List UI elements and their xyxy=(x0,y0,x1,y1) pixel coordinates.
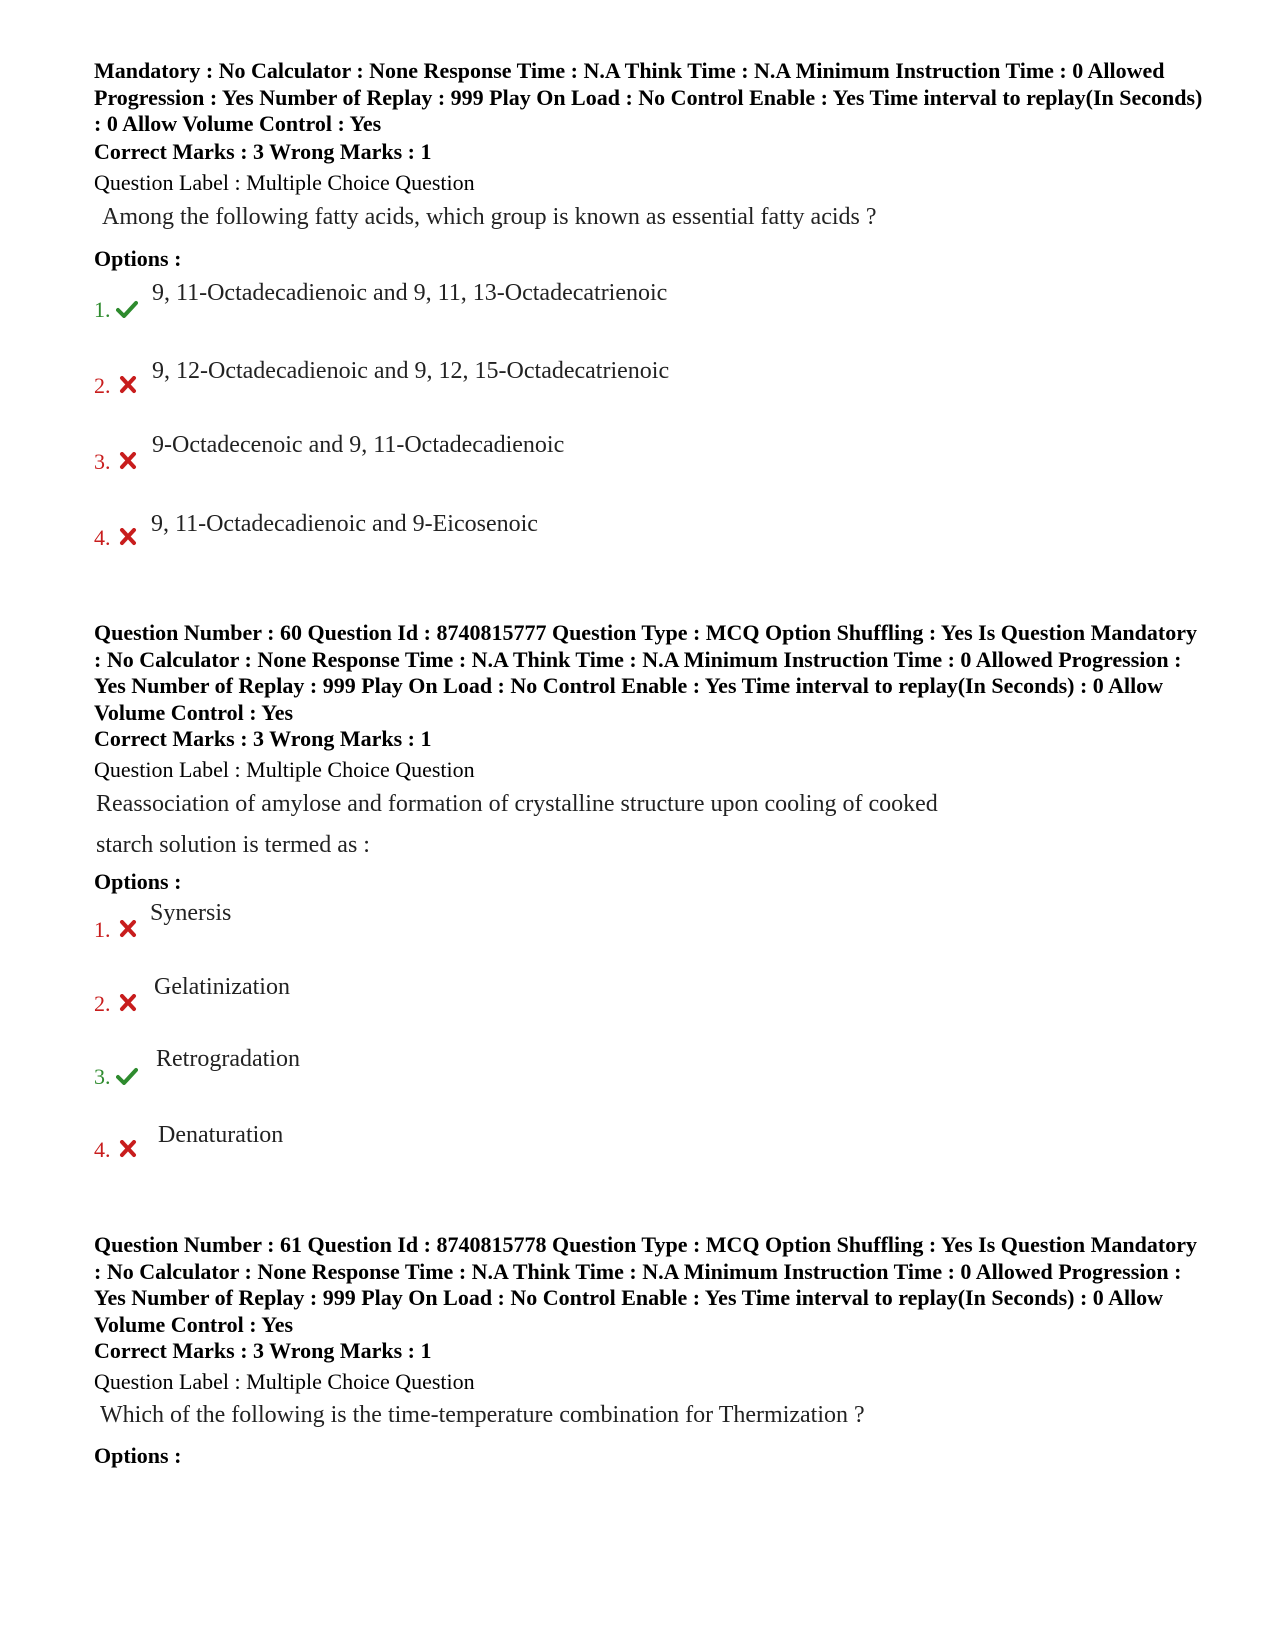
question-59-label: Question Label : Multiple Choice Question xyxy=(94,170,475,195)
q60-option-3-text: Retrogradation xyxy=(156,1046,300,1072)
q59-option-3-number: 3. xyxy=(94,449,111,474)
question-59-options-heading: Options : xyxy=(94,246,182,271)
question-60-options-heading: Options : xyxy=(94,869,182,894)
q59-option-4-text: 9, 11-Octadecadienoic and 9-Eicosenoic xyxy=(151,511,538,537)
cross-icon xyxy=(118,1140,140,1158)
q60-option-2-text: Gelatinization xyxy=(154,974,290,1000)
question-61-meta: Question Number : 61 Question Id : 8740815778 Question Type : MCQ Option Shuffling : Yes Is Question Mandatory : No Calculator : None Response Time : N.A Think Time : N.A Minimum Instruction Time : 0 Allowed Progression : Yes Number of Replay : 999 Play On Load : No Control Enable : Yes Time interval to replay(In Seconds) : 0 Allow Volume Control : Yes xyxy=(94,1232,1197,1337)
q59-option-4-number: 4. xyxy=(94,525,111,550)
cross-icon xyxy=(118,452,140,470)
q60-option-4-text: Denaturation xyxy=(158,1122,284,1148)
cross-icon xyxy=(118,528,140,546)
q60-option-4-number: 4. xyxy=(94,1137,111,1162)
question-60-meta: Question Number : 60 Question Id : 8740815777 Question Type : MCQ Option Shuffling : Yes Is Question Mandatory : No Calculator : None Response Time : N.A Think Time : N.A Minimum Instruction Time : 0 Allowed Progression : Yes Number of Replay : 999 Play On Load : No Control Enable : Yes Time interval to replay(In Seconds) : 0 Allow Volume Control : Yes xyxy=(94,620,1197,725)
question-60-text-line-2: starch solution is termed as : xyxy=(96,832,370,858)
question-59-meta: Mandatory : No Calculator : None Response Time : N.A Think Time : N.A Minimum Instruction Time : 0 Allowed Progression : Yes Number of Replay : 999 Play On Load : No Control Enable : Yes Time interval to replay(In Seconds) : 0 Allow Volume Control : Yes xyxy=(94,58,1203,136)
q60-option-1-number: 1. xyxy=(94,917,111,942)
q59-option-1-number: 1. xyxy=(94,297,111,322)
q60-option-3-number: 3. xyxy=(94,1064,111,1089)
q59-option-1-text: 9, 11-Octadecadienoic and 9, 11, 13-Octadecatrienoic xyxy=(152,280,668,306)
question-61-text: Which of the following is the time-temperature combination for Thermization ? xyxy=(100,1402,865,1428)
cross-icon xyxy=(118,994,140,1012)
q60-option-2-number: 2. xyxy=(94,991,111,1016)
q59-option-2-number: 2. xyxy=(94,373,111,398)
cross-icon xyxy=(118,920,140,938)
check-icon xyxy=(116,1067,138,1085)
question-61-marks: Correct Marks : 3 Wrong Marks : 1 xyxy=(94,1338,432,1363)
question-61-label: Question Label : Multiple Choice Question xyxy=(94,1369,475,1394)
question-60-text-line-1: Reassociation of amylose and formation of crystalline structure upon cooling of cooked xyxy=(96,791,938,817)
check-icon xyxy=(116,300,138,318)
cross-icon xyxy=(118,376,140,394)
question-59-text: Among the following fatty acids, which group is known as essential fatty acids ? xyxy=(102,204,877,230)
question-59-marks: Correct Marks : 3 Wrong Marks : 1 xyxy=(94,139,432,164)
question-61-options-heading: Options : xyxy=(94,1443,182,1468)
q59-option-2-text: 9, 12-Octadecadienoic and 9, 12, 15-Octadecatrienoic xyxy=(152,358,670,384)
question-60-label: Question Label : Multiple Choice Question xyxy=(94,757,475,782)
question-60-marks: Correct Marks : 3 Wrong Marks : 1 xyxy=(94,726,432,751)
q60-option-1-text: Synersis xyxy=(150,900,232,926)
q59-option-3-text: 9-Octadecenoic and 9, 11-Octadecadienoic xyxy=(152,432,565,458)
